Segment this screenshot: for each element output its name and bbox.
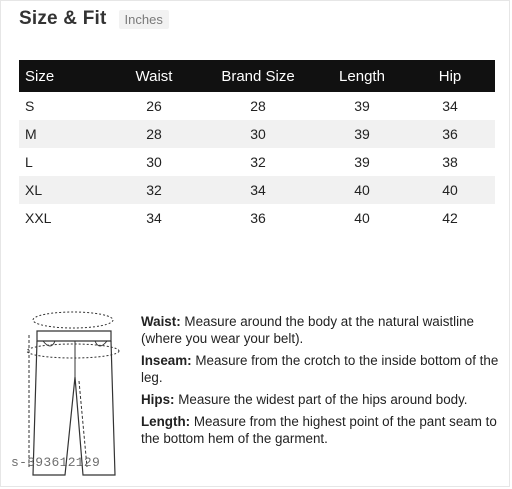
table-cell-size: XL	[25, 182, 43, 198]
table-cell-length: 39	[354, 98, 370, 114]
table-header-row	[19, 60, 495, 92]
definition-term: Hips:	[141, 392, 175, 407]
definition-term: Waist:	[141, 314, 181, 329]
table-cell-size: S	[25, 98, 35, 114]
definition-text: Measure from the crotch to the inside bottom of the leg.	[141, 353, 499, 385]
table-row	[19, 92, 495, 120]
table-cell-length: 40	[354, 182, 370, 198]
table-row	[19, 120, 495, 148]
table-row	[19, 148, 495, 176]
table-row	[19, 204, 495, 232]
table-cell-length: 39	[354, 126, 370, 142]
definition-term: Length:	[141, 414, 191, 429]
table-cell-hip: 38	[442, 154, 458, 170]
table-cell-hip: 36	[442, 126, 458, 142]
table-cell-size: L	[25, 154, 33, 170]
column-header-waist: Waist	[135, 67, 173, 85]
measurement-guide	[141, 313, 501, 452]
table-cell-hip: 34	[442, 98, 458, 114]
table-cell-waist: 32	[146, 182, 162, 198]
table-cell-brand-size: 36	[250, 210, 266, 226]
table-cell-hip: 42	[442, 210, 458, 226]
table-cell-waist: 26	[146, 98, 162, 114]
table-cell-length: 39	[354, 154, 370, 170]
definition-text: Measure around the body at the natural waistline (where you wear your belt).	[141, 314, 474, 346]
table-cell-size: M	[25, 126, 37, 142]
header	[19, 7, 169, 31]
table-cell-hip: 40	[442, 182, 458, 198]
definition-hips	[141, 391, 501, 408]
column-header-length: Length	[339, 67, 385, 85]
definition-waist	[141, 313, 501, 347]
watermark-id: s-393612129	[11, 455, 101, 470]
size-chart-table	[19, 60, 495, 232]
column-header-hip: Hip	[438, 67, 462, 85]
page-title: Size & Fit	[19, 8, 107, 29]
unit-toggle[interactable]: Inches	[119, 10, 169, 29]
table-row	[19, 176, 495, 204]
definition-text: Measure from the highest point of the pant seam to the bottom hem of the garment.	[141, 414, 497, 446]
trousers-measurement-icon	[25, 307, 131, 477]
column-header-size: Size	[25, 67, 55, 85]
definition-length	[141, 413, 501, 447]
definition-inseam	[141, 352, 501, 386]
column-header-brand-size: Brand Size	[221, 67, 295, 85]
table-cell-brand-size: 32	[250, 154, 266, 170]
table-cell-size: XXL	[25, 210, 52, 226]
table-cell-brand-size: 34	[250, 182, 266, 198]
table-cell-waist: 28	[146, 126, 162, 142]
table-cell-waist: 30	[146, 154, 162, 170]
definition-text: Measure the widest part of the hips around body.	[178, 392, 468, 407]
table-cell-length: 40	[354, 210, 370, 226]
table-cell-brand-size: 30	[250, 126, 266, 142]
definition-term: Inseam:	[141, 353, 192, 368]
table-cell-brand-size: 28	[250, 98, 266, 114]
table-cell-waist: 34	[146, 210, 162, 226]
